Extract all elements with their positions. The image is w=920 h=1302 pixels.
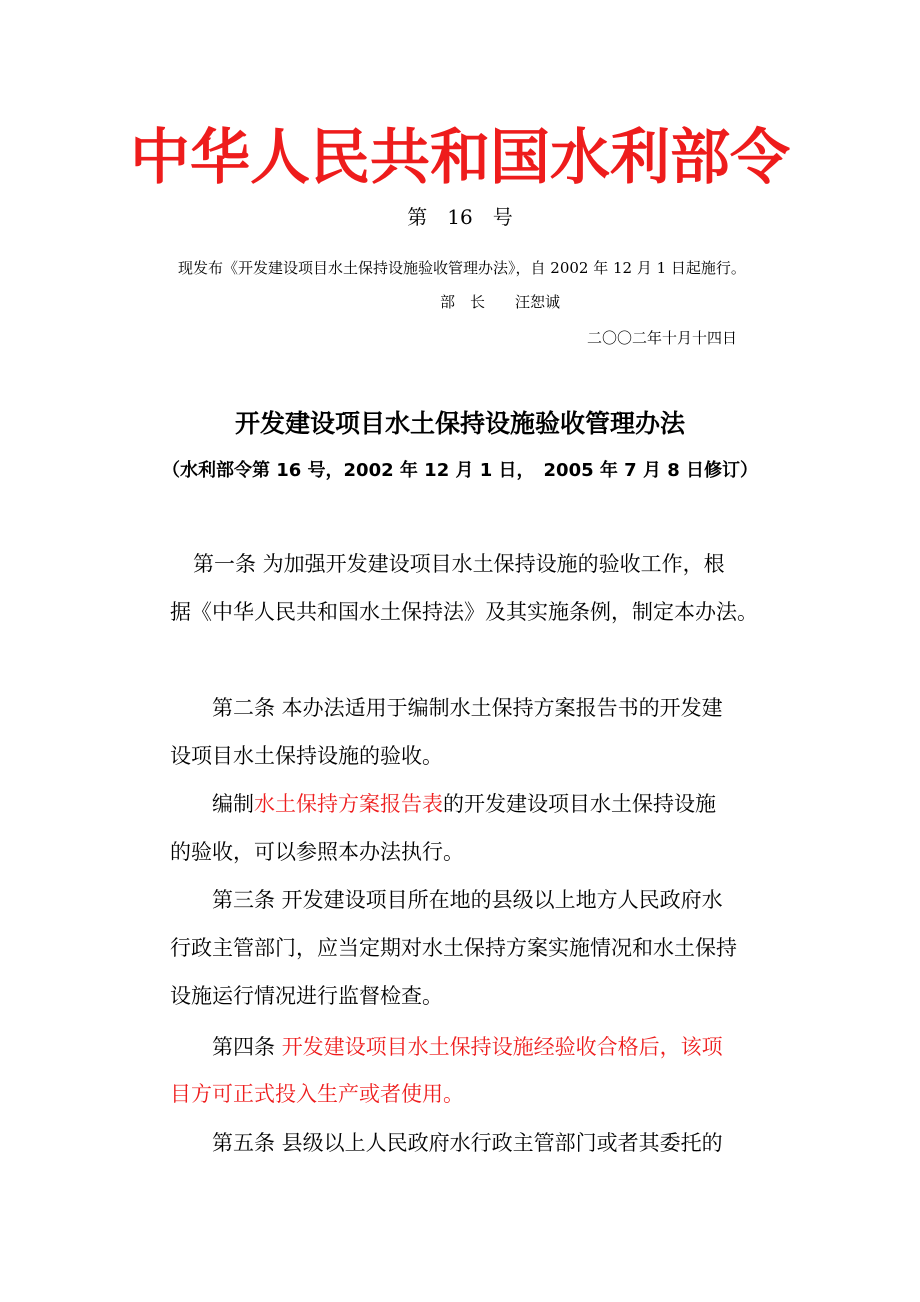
highlighted-clause: 开发建设项目水土保持设施经验收合格后，该项 — [281, 1035, 723, 1059]
article-2-para-2-line-1 — [212, 786, 920, 822]
decree-statement: 现发布《开发建设项目水土保持设施验收管理办法》，自 2002 年 12 月 1 日起施行。 — [178, 259, 746, 277]
article-3-line-1: 第三条 开发建设项目所在地的县级以上地方人民政府水 — [212, 888, 723, 912]
article-1-line-1: 第一条 为加强开发建设项目水土保持设施的验收工作，根 — [193, 552, 725, 576]
article-4-line-2: 目方可正式投入生产或者使用。 — [170, 1082, 464, 1106]
article-2-line-2: 设项目水土保持设施的验收。 — [170, 744, 443, 768]
minister-signature: 部 长 汪恕诚 — [440, 293, 561, 311]
article-1-line-2: 据《中华人民共和国水土保持法》及其实施条例，制定本办法。 — [170, 600, 758, 624]
article-3-line-2: 行政主管部门，应当定期对水土保持方案实施情况和水土保持 — [170, 936, 737, 960]
article-2-para-2-line-2: 的验收，可以参照本办法执行。 — [170, 840, 464, 864]
text-segment: 的开发建设项目水土保持设施 — [443, 792, 716, 816]
article-label: 第四条 — [212, 1035, 282, 1059]
document-subtitle: （水利部令第 16 号，2002 年 12 月 1 日， 2005 年 7 月 8 日修订） — [161, 460, 759, 481]
article-4-line-1 — [212, 1029, 920, 1065]
article-2-line-1: 第二条 本办法适用于编制水土保持方案报告书的开发建 — [212, 696, 723, 720]
decree-headline: 中华人民共和国水利部令 — [130, 123, 790, 193]
text-segment: 编制 — [212, 792, 254, 816]
article-3-line-3: 设施运行情况进行监督检查。 — [170, 984, 443, 1008]
decree-date: 二〇〇二年十月十四日 — [587, 329, 738, 347]
order-number: 第 16 号 — [407, 205, 513, 229]
article-5-line-1: 第五条 县级以上人民政府水行政主管部门或者其委托的 — [212, 1131, 723, 1155]
highlighted-term: 水土保持方案报告表 — [254, 792, 443, 816]
document-title: 开发建设项目水土保持设施验收管理办法 — [234, 409, 685, 438]
